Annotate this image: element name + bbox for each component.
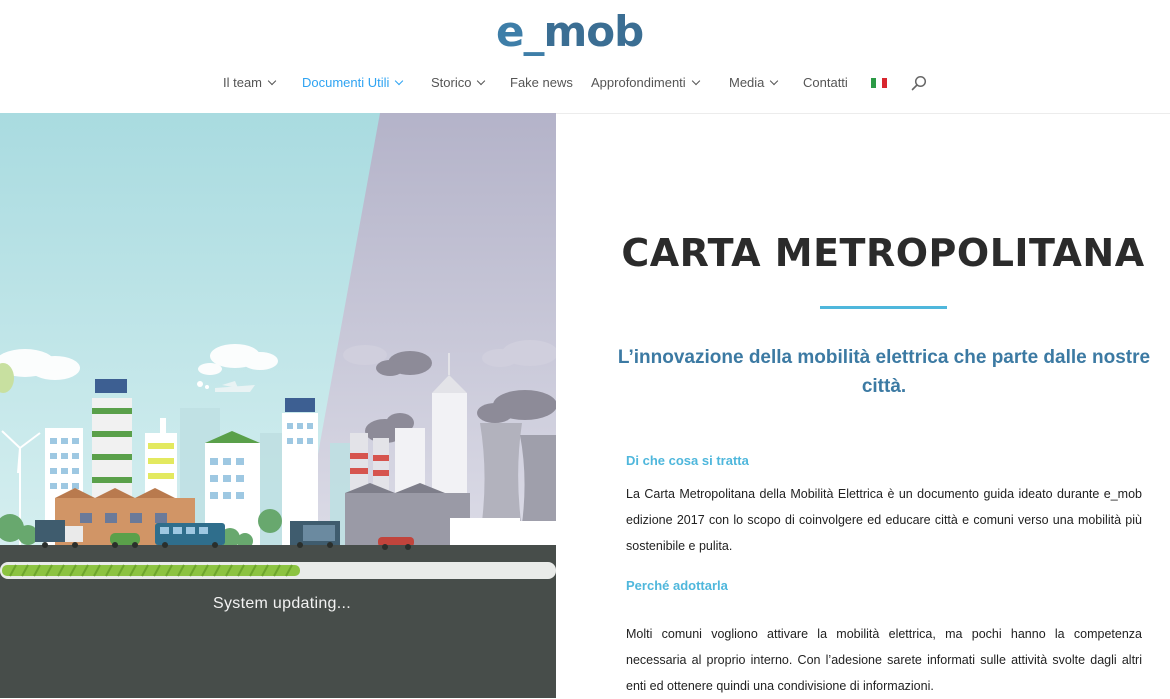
title-divider: [820, 306, 947, 309]
page-title: CARTA METROPOLITANA: [621, 231, 1145, 275]
site-header: [0, 0, 1170, 114]
chevron-down-icon: [770, 77, 778, 85]
nav-item-label: Contatti: [803, 75, 848, 90]
logo-text-mob: mob: [543, 7, 644, 56]
search-icon[interactable]: [911, 75, 927, 91]
section-heading-what: Di che cosa si tratta: [626, 453, 749, 468]
section-heading-why: Perché adottarla: [626, 578, 728, 593]
nav-item-label: Il team: [223, 75, 263, 90]
chevron-down-icon: [268, 77, 276, 85]
nav-item-media[interactable]: [729, 72, 777, 94]
nav-item-storico[interactable]: [431, 72, 484, 94]
main-navigation: [0, 72, 1170, 94]
nav-item-label: Media: [729, 75, 765, 90]
nav-item-contatti[interactable]: [803, 72, 848, 94]
content-panel: [556, 113, 1170, 698]
italian-flag-icon[interactable]: [871, 78, 887, 88]
logo-text-e: e_: [496, 7, 544, 56]
nav-item-label: Approfondimenti: [591, 75, 686, 90]
nav-item-il-team[interactable]: [223, 72, 275, 94]
nav-item-label: Storico: [431, 75, 472, 90]
nav-item-fake-news[interactable]: [510, 72, 573, 94]
page-subtitle: L’innovazione della mobilità elettrica che parte dalle nostre città.: [617, 347, 1151, 397]
nav-item-label: Fake news: [510, 75, 573, 90]
section-paragraph-why: Molti comuni vogliono attivare la mobilità elettrica, ma pochi hanno la competenza necessaria al proprio interno. Con l’adesione sarete informati sulle attività svolte dagli altri enti ed ottenere quindi una condivisione di informazioni.: [626, 627, 1142, 693]
nav-item-label: Documenti Utili: [302, 75, 390, 90]
chevron-down-icon: [477, 77, 485, 85]
nav-item-documenti-utili[interactable]: [302, 72, 402, 94]
nav-item-approfondimenti[interactable]: [591, 72, 699, 94]
chevron-down-icon: [691, 77, 699, 85]
section-paragraph-what: La Carta Metropolitana della Mobilità Elettrica è un documento guida ideato durante e_mob edizione 2017 con lo scopo di coinvolgere ed educare città e comuni verso una mobilità più sostenibile e pulita.: [626, 487, 1142, 553]
hero-illustration: [0, 113, 556, 698]
chevron-down-icon: [395, 77, 403, 85]
system-status-text: System updating...: [213, 595, 351, 612]
site-logo[interactable]: [496, 8, 643, 56]
